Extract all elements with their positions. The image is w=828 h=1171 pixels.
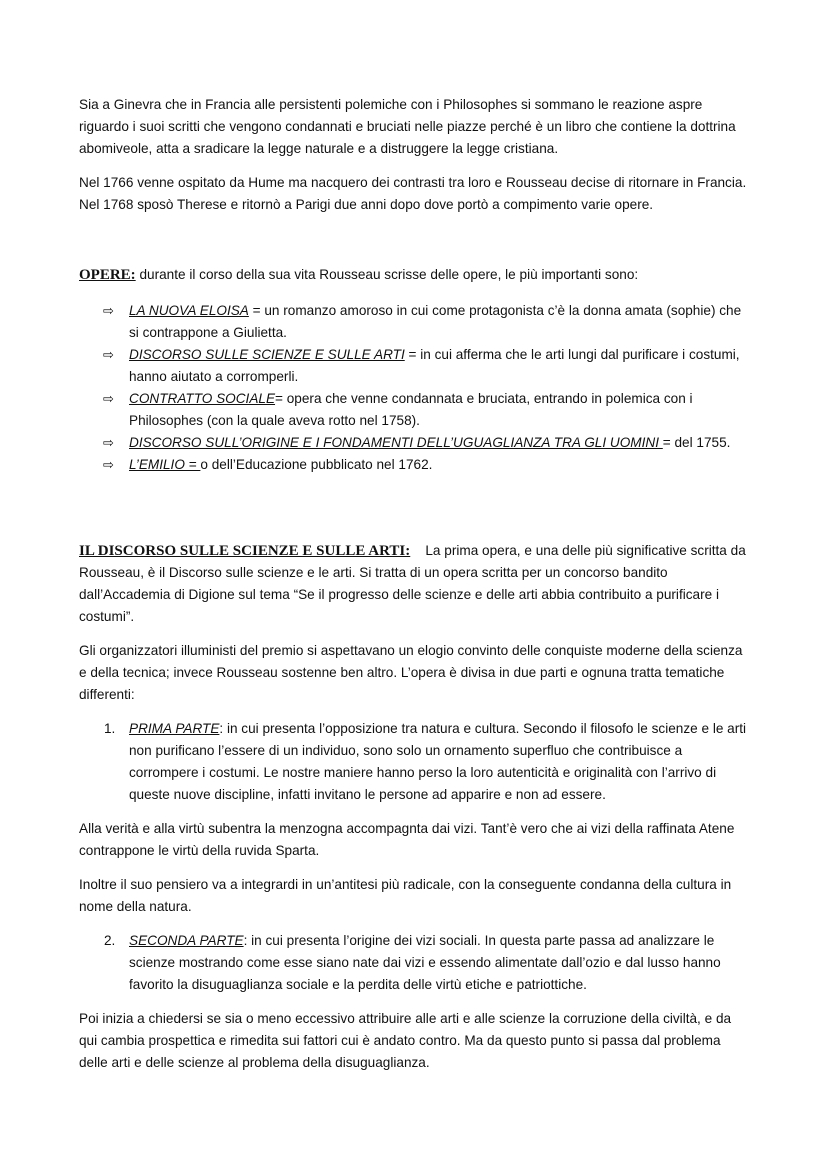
opere-lead xyxy=(79,264,751,286)
discorso-paragraph-3: Inoltre il suo pensiero va a integrardi in un’antitesi più radicale, con la conseguente condanna della cultura in nome della natura. xyxy=(79,877,732,914)
discorso-lead xyxy=(79,540,751,628)
opera-title: L’EMILIO = xyxy=(129,457,201,472)
opere-heading: OPERE: xyxy=(79,267,136,283)
arrow-right-outline-icon: ⇨ xyxy=(103,347,114,362)
part-description: : in cui presenta l’opposizione tra natura e cultura. Secondo il filosofo le scienze e le arti non purificano l’essere di un individuo, sono solo un ornamento superfluo che contribuisce a corrompere i costumi. Le nostre maniere hanno perso la loro autenticità e originalità con l’arrivo di queste nuove discipline, infatti invitano le persone ad apparire e non ad essere. xyxy=(129,721,747,802)
opera-description: o dell’Educazione pubblicato nel 1762. xyxy=(200,457,433,472)
intro-paragraph-1: Sia a Ginevra che in Francia alle persistenti polemiche con i Philosophes si sommano le reazione aspre riguardo i suoi scritti che vengono condannati e bruciati nelle piazze perché è un libro che contiene la dottrina abomiveole, atta a sradicare la legge naturale e a distruggere la legge cristiana. xyxy=(79,97,736,156)
arrow-right-outline-icon: ⇨ xyxy=(103,457,114,472)
opera-description: = in cui afferma che le arti lungi dal purificare i costumi, hanno aiutato a corromperli. xyxy=(129,347,740,384)
list-number: 2. xyxy=(104,933,116,948)
arrow-right-outline-icon: ⇨ xyxy=(103,391,114,406)
list-item xyxy=(103,300,751,344)
list-item xyxy=(103,344,751,388)
discorso-paragraph-4: Poi inizia a chiedersi se sia o meno eccessivo attribuire alle arti e alle scienze la corruzione della civiltà, e da qui cambia prospettica e rimedita sui fattori cui è andato contro. Ma da questo punto si passa dal problema delle arti e delle scienze al problema della disuguaglianza. xyxy=(79,1011,732,1070)
opera-description: = opera che venne condannata e bruciata, entrando in polemica con i Philosophes (con la quale aveva rotto nel 1758). xyxy=(129,391,693,428)
opere-lead-text: durante il corso della sua vita Rousseau scrisse delle opere, le più importanti sono: xyxy=(135,267,639,282)
opera-title: DISCORSO SULL’ORIGINE E I FONDAMENTI DELL’UGUAGLIANZA TRA GLI UOMINI xyxy=(129,435,663,450)
list-item xyxy=(103,388,751,432)
discorso-paragraph-2: Alla verità e alla virtù subentra la menzogna accompagnta dai vizi. Tant’è vero che ai vizi della raffinata Atene contrappone le virtù della ruvida Sparta. xyxy=(79,821,735,858)
arrow-right-outline-icon: ⇨ xyxy=(103,303,114,318)
arrow-right-outline-icon: ⇨ xyxy=(103,435,114,450)
opera-title: LA NUOVA ELOISA xyxy=(129,303,249,318)
opera-title: DISCORSO SULLE SCIENZE E SULLE ARTI xyxy=(129,347,405,362)
parts-list-1 xyxy=(79,718,751,806)
part-title: SECONDA PARTE xyxy=(129,933,244,948)
opera-title: CONTRATTO SOCIALE xyxy=(129,391,276,406)
discorso-lead-text: La prima opera, e una delle più significative scritta da Rousseau, è il Discorso sulle scienze e le arti. Si tratta di un opera scritta per un concorso bandito dall’Accademia di Digione sul tema “Se il progresso delle scienze e delle arti abbia contribuito a purificare i costumi”. xyxy=(79,543,750,624)
part-description: : in cui presenta l’origine dei vizi sociali. In questa parte passa ad analizzare le scienze mostrando come esse siano nate dai vizi e essendo alimentate dall’ozio e dal lusso hanno favorito la disuguaglianza sociale e la perdita delle virtù etiche e patriottiche. xyxy=(129,933,721,992)
parts-list-2 xyxy=(79,930,751,996)
list-item xyxy=(104,718,751,806)
opera-description: = un romanzo amoroso in cui come protagonista c’è la donna amata (sophie) che si contrappone a Giulietta. xyxy=(129,303,742,340)
document-page xyxy=(79,94,751,1074)
discorso-paragraph-1: Gli organizzatori illuministi del premio si aspettavano un elogio convinto delle conquiste moderne della scienza e della tecnica; invece Rousseau sostenne ben altro. L’opera è divisa in due parti e ognuna tratta tematiche differenti: xyxy=(79,643,743,702)
list-item xyxy=(103,432,751,454)
list-item xyxy=(103,454,751,476)
discorso-heading: IL DISCORSO SULLE SCIENZE E SULLE ARTI: xyxy=(79,543,411,559)
list-item xyxy=(104,930,751,996)
opera-description: = del 1755. xyxy=(662,435,731,450)
part-title: PRIMA PARTE xyxy=(129,721,220,736)
list-number: 1. xyxy=(104,721,116,736)
intro-paragraph-2: Nel 1766 venne ospitato da Hume ma nacquero dei contrasti tra loro e Rousseau decise di ritornare in Francia. Nel 1768 sposò Therese e ritornò a Parigi due anni dopo dove portò a compimento varie opere. xyxy=(79,175,747,212)
opere-list xyxy=(79,300,751,476)
